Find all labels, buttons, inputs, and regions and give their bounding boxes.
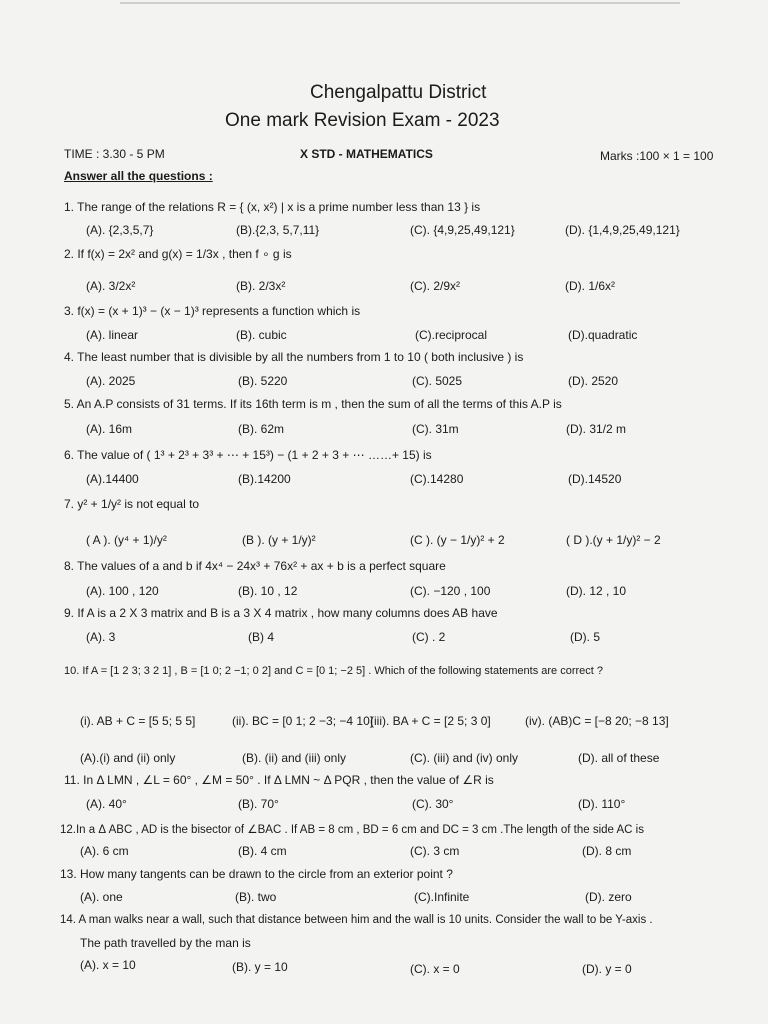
q6-option-d: (D).14520 — [568, 472, 622, 486]
q5-option-c: (C). 31m — [412, 422, 459, 436]
scan-edge-line — [120, 2, 680, 4]
q8-option-b: (B). 10 , 12 — [238, 584, 298, 598]
q4-option-a: (A). 2025 — [86, 374, 136, 388]
q7-option-d: ( D ).(y + 1/y)² − 2 — [566, 533, 661, 547]
q4-option-b: (B). 5220 — [238, 374, 288, 388]
q13-option-b: (B). two — [235, 890, 277, 904]
q11-option-b: (B). 70° — [238, 797, 279, 811]
q7-option-c: (C ). (y − 1/y)² + 2 — [410, 533, 505, 547]
exam-time: TIME : 3.30 - 5 PM — [64, 147, 165, 161]
q10-option-a: (A).(i) and (ii) only — [80, 751, 176, 765]
question-7: 7. y² + 1/y² is not equal to — [64, 497, 200, 511]
question-3: 3. f(x) = (x + 1)³ − (x − 1)³ represents a function which is — [64, 304, 361, 318]
q14-option-d: (D). y = 0 — [582, 962, 632, 976]
q7-option-b: (B ). (y + 1/y)² — [242, 533, 316, 547]
exam-subject: X STD - MATHEMATICS — [300, 147, 433, 161]
q8-option-d: (D). 12 , 10 — [566, 584, 627, 598]
question-6: 6. The value of ( 1³ + 2³ + 3³ + ⋯ + 15³) − (1 + 2 + 3 + ⋯ ……+ 15) is — [64, 448, 432, 462]
q10-option-d: (D). all of these — [578, 751, 660, 765]
q4-option-c: (C). 5025 — [412, 374, 463, 388]
q2-option-b: (B). 2/3x² — [236, 279, 286, 293]
question-14-line-2: The path travelled by the man is — [80, 936, 251, 950]
q11-option-d: (D). 110° — [578, 797, 626, 811]
question-10: 10. If A = [1 2 3; 3 2 1] , B = [1 0; 2 −1; 0 2] and C = [0 1; −2 5] . Which of the following statements are correct ? — [64, 665, 604, 677]
q12-option-b: (B). 4 cm — [238, 844, 287, 858]
q1-option-d: (D). {1,4,9,25,49,121} — [565, 223, 680, 237]
q5-option-d: (D). 31/2 m — [566, 422, 627, 436]
q1-option-c: (C). {4,9,25,49,121} — [410, 223, 515, 237]
question-4: 4. The least number that is divisible by all the numbers from 1 to 10 ( both inclusive ) is — [64, 350, 524, 364]
q13-option-d: (D). zero — [585, 890, 632, 904]
q3-option-a: (A). linear — [86, 328, 139, 342]
q2-option-d: (D). 1/6x² — [565, 279, 616, 293]
q13-option-c: (C).Infinite — [414, 890, 470, 904]
q8-option-a: (A). 100 , 120 — [86, 584, 159, 598]
q3-option-b: (B). cubic — [236, 328, 287, 342]
q11-option-c: (C). 30° — [412, 797, 454, 811]
question-2: 2. If f(x) = 2x² and g(x) = 1/3x , then f ∘ g is — [64, 247, 292, 261]
question-9: 9. If A is a 2 X 3 matrix and B is a 3 X 4 matrix , how many columns does AB have — [64, 606, 498, 620]
q10-statement-iv: (iv). (AB)C = [−8 20; −8 13] — [525, 714, 669, 728]
q14-option-b: (B). y = 10 — [232, 960, 288, 974]
q10-statement-iii: (iii). BA + C = [2 5; 3 0] — [370, 714, 491, 728]
question-8: 8. The values of a and b if 4x⁴ − 24x³ + 76x² + ax + b is a perfect square — [64, 559, 446, 573]
q14-option-a: (A). x = 10 — [80, 958, 136, 972]
exam-title: One mark Revision Exam - 2023 — [225, 110, 500, 131]
question-14: 14. A man walks near a wall, such that distance between him and the wall is 10 units. Consider the wall to be Y-axis . — [60, 914, 653, 926]
q9-option-b: (B) 4 — [248, 630, 275, 644]
q11-option-a: (A). 40° — [86, 797, 127, 811]
question-1: 1. The range of the relations R = { (x, x²) | x is a prime number less than 13 } is — [64, 200, 481, 214]
q10-statement-i: (i). AB + C = [5 5; 5 5] — [80, 714, 196, 728]
q2-option-c: (C). 2/9x² — [410, 279, 461, 293]
q6-option-a: (A).14400 — [86, 472, 139, 486]
q12-option-d: (D). 8 cm — [582, 844, 632, 858]
q10-statement-ii: (ii). BC = [0 1; 2 −3; −4 10] — [232, 714, 374, 728]
q12-option-a: (A). 6 cm — [80, 844, 129, 858]
q10-option-b: (B). (ii) and (iii) only — [242, 751, 347, 765]
q13-option-a: (A). one — [80, 890, 123, 904]
q12-option-c: (C). 3 cm — [410, 844, 460, 858]
q6-option-c: (C).14280 — [410, 472, 464, 486]
q2-option-a: (A). 3/2x² — [86, 279, 136, 293]
q1-option-b: (B).{2,3, 5,7,11} — [236, 223, 320, 237]
q5-option-b: (B). 62m — [238, 422, 285, 436]
question-11: 11. In Δ LMN , ∠L = 60° , ∠M = 50° . If Δ LMN ~ Δ PQR , then the value of ∠R is — [64, 773, 494, 787]
question-12: 12.In a Δ ABC , AD is the bisector of ∠BAC . If AB = 8 cm , BD = 6 cm and DC = 3 cm .The length of the side AC is — [60, 824, 644, 836]
q9-option-c: (C) . 2 — [412, 630, 446, 644]
q3-option-d: (D).quadratic — [568, 328, 638, 342]
instruction-text: Answer all the questions : — [64, 169, 213, 183]
q9-option-d: (D). 5 — [570, 630, 600, 644]
q4-option-d: (D). 2520 — [568, 374, 619, 388]
exam-marks: Marks :100 × 1 = 100 — [600, 149, 714, 163]
q6-option-b: (B).14200 — [238, 472, 291, 486]
q3-option-c: (C).reciprocal — [415, 328, 488, 342]
q1-option-a: (A). {2,3,5,7} — [86, 223, 154, 237]
district-title: Chengalpattu District — [310, 82, 487, 103]
q14-option-c: (C). x = 0 — [410, 962, 460, 976]
question-13: 13. How many tangents can be drawn to the circle from an exterior point ? — [60, 867, 453, 881]
q7-option-a: ( A ). (y⁴ + 1)/y² — [86, 533, 167, 547]
q5-option-a: (A). 16m — [86, 422, 133, 436]
q9-option-a: (A). 3 — [86, 630, 116, 644]
question-5: 5. An A.P consists of 31 terms. If its 16th term is m , then the sum of all the terms of this A.P is — [64, 397, 562, 411]
q10-option-c: (C). (iii) and (iv) only — [410, 751, 519, 765]
q8-option-c: (C). −120 , 100 — [410, 584, 491, 598]
